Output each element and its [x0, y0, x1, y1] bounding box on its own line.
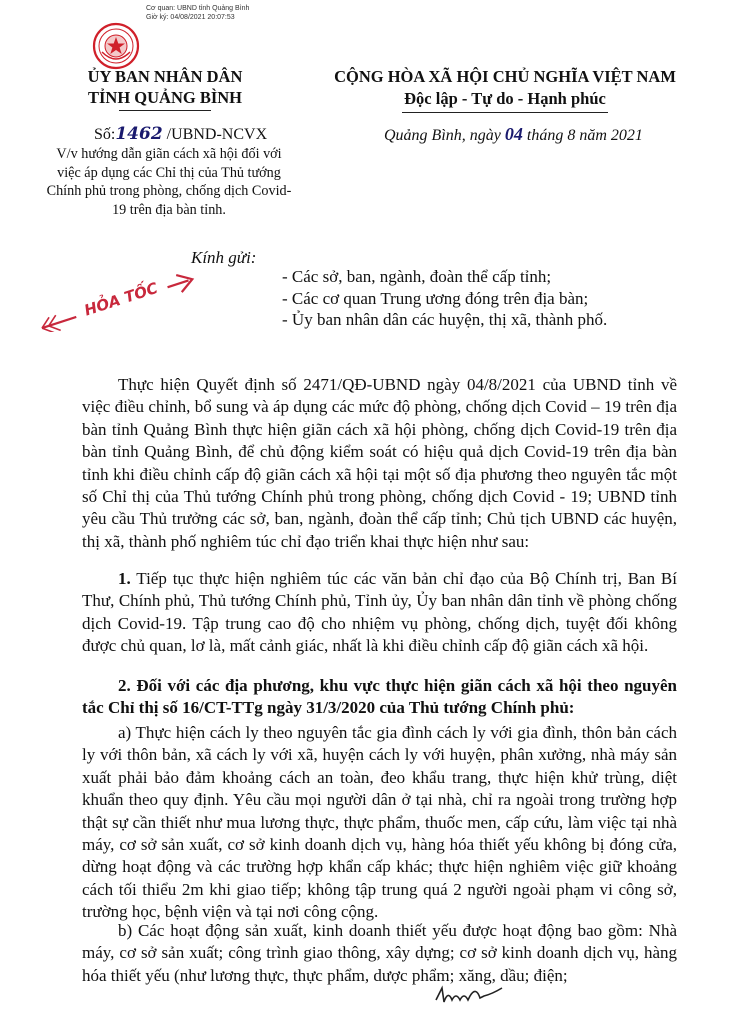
- date-line: [384, 124, 643, 145]
- item-1-number: 1.: [118, 569, 131, 588]
- digital-signature-meta: [146, 4, 249, 22]
- nation-name: CỘNG HÒA XÃ HỘI CHỦ NGHĨA VIỆT NAM: [334, 67, 676, 86]
- signature-agency: Cơ quan: UBND tỉnh Quảng Bình: [146, 5, 250, 12]
- org-line-2: TỈNH QUẢNG BÌNH: [87, 88, 243, 107]
- doc-number-prefix: Số:: [94, 126, 116, 143]
- state-seal-icon: [92, 22, 140, 70]
- document-summary: V/v hướng dẫn giãn cách xã hội đối với việc áp dụng các Chỉ thị của Thủ tướng Chính phủ trong phòng, chống dịch Covid-19 trên địa bàn tỉnh.: [46, 146, 292, 218]
- stamp-label: HỎA TỐC: [82, 278, 160, 320]
- org-underline: [119, 110, 211, 111]
- paragraph-item-2a: a) Thực hiện cách ly theo nguyên tắc gia đình cách ly với gia đình, thôn bản cách ly với thôn bản, xã cách ly với xã, huyện cách ly với huyện, phân xưởng, nhà máy sản xuất phải bảo đảm khoảng cách an toàn, đeo khẩu trang, thực hiện khử trùng, diệt khuẩn theo quy định. Yêu cầu mọi người dân ở tại nhà, chỉ ra ngoài trong trường hợp thật sự cần thiết như mua lương thực, thực phẩm, thuốc men, cấp cứu, làm việc tại nhà máy, cơ sở sản xuất, cơ sở kinh doanh dịch vụ, hàng hóa thiết yếu không bị đóng cửa, dừng hoạt động và các trường hợp khẩn cấp khác; thực hiện nghiêm việc giữ khoảng cách tối thiểu 2m khi giao tiếp; không tập trung quá 2 người ngoài phạm vi công sở, trường học, bệnh viện và tại nơi công cộng.: [82, 723, 677, 922]
- motto-underline: [402, 112, 608, 113]
- date-day-handwritten: 04: [504, 124, 523, 144]
- doc-number-handwritten: 1462: [115, 124, 163, 144]
- signature-time: Giờ ký: 04/08/2021 20:07:53: [146, 14, 235, 21]
- date-place: Quảng Bình, ngày: [384, 127, 505, 144]
- paragraph-item-2b: b) Các hoạt động sản xuất, kinh doanh thiết yếu được hoạt động bao gồm: Nhà máy, cơ sở sản xuất; công trình giao thông, xây dựng; cơ sở kinh doanh dịch vụ, hàng hóa thiết yếu (như lương thực, thực phẩm, dược phẩm; xăng, dầu; điện;: [82, 921, 677, 985]
- addressee-label: Kính gửi:: [191, 248, 257, 267]
- national-motto: [300, 66, 710, 113]
- recipient-item: - Các sở, ban, ngành, đoàn thể cấp tỉnh;: [282, 267, 552, 286]
- handwritten-initials: [432, 982, 522, 1008]
- recipient-list: [282, 266, 607, 331]
- urgent-stamp: [30, 262, 200, 332]
- issuing-organization: [40, 66, 290, 111]
- paragraph-intro: Thực hiện Quyết định số 2471/QĐ-UBND ngày 04/8/2021 của UBND tỉnh về việc điều chỉnh, bổ sung và áp dụng các mức độ phòng, chống dịch Covid – 19 trên địa bàn tỉnh Quảng Bình thực hiện giãn cách xã hội phòng, chống dịch Covid-19 trên địa bàn tỉnh Quảng Bình, để chủ động kiểm soát có hiệu quả dịch Covid-19 trên địa bàn tỉnh khi điều chỉnh cấp độ giãn cách xã hội tại một số địa phương theo nguyên tắc một số Chỉ thị của Thủ tướng Chính phủ trong phòng, chống dịch Covid - 19; UBND tỉnh yêu cầu Thủ trưởng các sở, ban, ngành, đoàn thể cấp tỉnh; Chủ tịch UBND các huyện, thị xã, thành phố nghiêm túc chỉ đạo triển khai thực hiện như sau:: [82, 375, 677, 551]
- recipient-item: - Ủy ban nhân dân các huyện, thị xã, thành phố.: [282, 310, 608, 329]
- org-line-1: ỦY BAN NHÂN DÂN: [87, 67, 243, 86]
- recipient-item: - Các cơ quan Trung ương đóng trên địa bàn;: [282, 288, 589, 308]
- doc-number-suffix: /UBND-NCVX: [162, 126, 268, 143]
- item-1-text: Tiếp tục thực hiện nghiêm túc các văn bản chỉ đạo của Bộ Chính trị, Ban Bí Thư, Chính phủ, Thủ tướng Chính phủ, Tỉnh ủy, Ủy ban nhân dân tỉnh về phòng chống dịch Covid-19. Tập trung cao độ cho nhiệm vụ phòng, chống dịch, tuyệt đối không được chủ quan, lơ là, mất cảnh giác, nhất là khi điều chỉnh cấp độ giãn cách xã hội.: [82, 569, 677, 656]
- paragraph-item-2: 2. Đối với các địa phương, khu vực thực hiện giãn cách xã hội theo nguyên tắc Chỉ thị số 16/CT-TTg ngày 31/3/2020 của Thủ tướng Chính phủ:: [82, 676, 677, 718]
- paragraph-item-1: [82, 568, 677, 658]
- document-number: [94, 124, 267, 144]
- nation-motto: Độc lập - Tự do - Hạnh phúc: [404, 89, 606, 108]
- date-rest: tháng 8 năm 2021: [522, 127, 643, 144]
